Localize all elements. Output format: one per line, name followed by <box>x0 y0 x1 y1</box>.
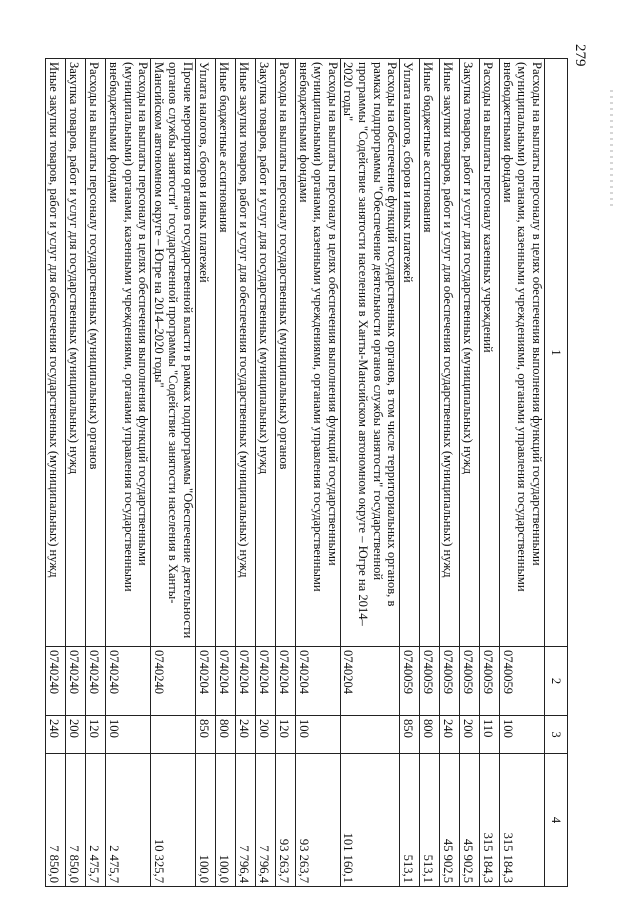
table-row <box>340 59 399 887</box>
row-amount: 93 263,7 <box>276 754 296 887</box>
row-code: 0740240 <box>66 647 86 716</box>
row-expense-type: 240 <box>236 716 256 754</box>
rotated-page-content <box>47 58 568 886</box>
row-expense-type <box>151 716 196 754</box>
table-row <box>196 59 216 887</box>
row-name: Расходы на выплаты персоналу в целях обеспечения выполнения функций государственными (муниципальными) органами, казенными учреждениями, органами управления государственными внебюджетными фондами <box>106 59 151 647</box>
row-code: 0740059 <box>420 647 440 716</box>
row-expense-type: 240 <box>440 716 460 754</box>
table-row <box>151 59 196 887</box>
row-code: 0740204 <box>196 647 216 716</box>
row-amount: 7 850,0 <box>46 754 66 887</box>
row-code: 0740059 <box>480 647 500 716</box>
header-col-4: 4 <box>545 754 568 887</box>
row-name: Расходы на выплаты персоналу государственных (муниципальных) органов <box>86 59 106 647</box>
row-name: Расходы на выплаты персоналу казенных учреждений <box>480 59 500 647</box>
row-expense-type: 100 <box>106 716 151 754</box>
row-amount: 2 475,7 <box>106 754 151 887</box>
table-row <box>86 59 106 887</box>
row-expense-type: 100 <box>500 716 545 754</box>
row-amount: 100,0 <box>216 754 236 887</box>
row-amount: 315 184,3 <box>500 754 545 887</box>
row-name: Уплата налогов, сборов и иных платежей <box>400 59 420 647</box>
row-code: 0740204 <box>216 647 236 716</box>
row-expense-type: 200 <box>256 716 276 754</box>
row-name: Расходы на выплаты персоналу в целях обеспечения выполнения функций государственными (муниципальными) органами, казенными учреждениями, органами управления государственными внебюджетными фондами <box>296 59 341 647</box>
page-number: 279 <box>572 44 588 67</box>
row-expense-type: 120 <box>86 716 106 754</box>
table-row <box>296 59 341 887</box>
row-expense-type: 200 <box>460 716 480 754</box>
row-code: 0740204 <box>296 647 341 716</box>
row-amount: 2 475,7 <box>86 754 106 887</box>
row-expense-type: 800 <box>216 716 236 754</box>
row-code: 0740059 <box>500 647 545 716</box>
row-code: 0740240 <box>86 647 106 716</box>
row-code: 0740059 <box>400 647 420 716</box>
row-amount: 315 184,3 <box>480 754 500 887</box>
row-amount: 93 263,7 <box>296 754 341 887</box>
header-col-3: 3 <box>545 716 568 754</box>
row-name: Расходы на обеспечение функций государственных органов, в том числе территориальных органов, в рамках подпрограммы "Обеспечение деятельности органов службы занятости" государственной программы "Содействие занятости населения в Ханты-Мансийском автономном округе – Югре на 2014–2020 годы" <box>340 59 399 647</box>
row-name: Уплата налогов, сборов и иных платежей <box>196 59 216 647</box>
row-name: Закупка товаров, работ и услуг для государственных (муниципальных) нужд <box>256 59 276 647</box>
table-row <box>420 59 440 887</box>
row-amount: 45 902,5 <box>440 754 460 887</box>
table-row <box>106 59 151 887</box>
row-code: 0740204 <box>256 647 276 716</box>
table-row <box>480 59 500 887</box>
row-code: 0740204 <box>340 647 399 716</box>
row-amount: 101 160,1 <box>340 754 399 887</box>
row-name: Иные бюджетные ассигнования <box>216 59 236 647</box>
header-col-2: 2 <box>545 647 568 716</box>
row-name: Прочие мероприятия органов государственной власти в рамках подпрограммы "Обеспечение деятельности органов службы занятости" государственной программы "Содействие занятости населения в Ханты-Мансийском автономном округе – Югре на 2014–2020 годы" <box>151 59 196 647</box>
row-name: Иные бюджетные ассигнования <box>420 59 440 647</box>
row-expense-type: 120 <box>276 716 296 754</box>
row-amount: 10 325,7 <box>151 754 196 887</box>
row-amount: 45 902,5 <box>460 754 480 887</box>
table-row <box>46 59 66 887</box>
row-name: Иные закупки товаров, работ и услуг для обеспечения государственных (муниципальных) нужд <box>440 59 460 647</box>
row-code: 0740204 <box>276 647 296 716</box>
table-row <box>440 59 460 887</box>
row-name: Иные закупки товаров, работ и услуг для обеспечения государственных (муниципальных) нужд <box>46 59 66 647</box>
row-amount: 7 850,0 <box>66 754 86 887</box>
row-name: Закупка товаров, работ и услуг для государственных (муниципальных) нужд <box>66 59 86 647</box>
table-row <box>460 59 480 887</box>
row-amount: 513,1 <box>420 754 440 887</box>
row-expense-type: 100 <box>296 716 341 754</box>
table-row <box>276 59 296 887</box>
row-expense-type: 200 <box>66 716 86 754</box>
row-code: 0740240 <box>46 647 66 716</box>
table-row <box>216 59 236 887</box>
table-row <box>256 59 276 887</box>
row-amount: 7 796,4 <box>256 754 276 887</box>
budget-table-body <box>46 59 568 887</box>
row-expense-type: 850 <box>400 716 420 754</box>
row-code: 0740059 <box>460 647 480 716</box>
row-name: Расходы на выплаты персоналу в целях обеспечения выполнения функций государственными (муниципальными) органами, казенными учреждениями, органами управления государственными внебюджетными фондами <box>500 59 545 647</box>
row-expense-type: 110 <box>480 716 500 754</box>
header-col-1: 1 <box>545 59 568 647</box>
row-expense-type: 240 <box>46 716 66 754</box>
row-name: Иные закупки товаров, работ и услуг для обеспечения государственных (муниципальных) нужд <box>236 59 256 647</box>
budget-table <box>46 58 569 887</box>
row-amount: 100,0 <box>196 754 216 887</box>
row-name: Закупка товаров, работ и услуг для государственных (муниципальных) нужд <box>460 59 480 647</box>
table-header-row <box>545 59 568 887</box>
table-row <box>66 59 86 887</box>
row-expense-type: 800 <box>420 716 440 754</box>
row-code: 0740059 <box>440 647 460 716</box>
table-row <box>236 59 256 887</box>
scan-artifact <box>610 90 613 210</box>
row-expense-type: 850 <box>196 716 216 754</box>
row-expense-type <box>340 716 399 754</box>
row-amount: 7 796,4 <box>236 754 256 887</box>
row-code: 0740240 <box>151 647 196 716</box>
row-name: Расходы на выплаты персоналу государственных (муниципальных) органов <box>276 59 296 647</box>
table-row <box>400 59 420 887</box>
table-row <box>500 59 545 887</box>
row-amount: 513,1 <box>400 754 420 887</box>
row-code: 0740240 <box>106 647 151 716</box>
row-code: 0740204 <box>236 647 256 716</box>
